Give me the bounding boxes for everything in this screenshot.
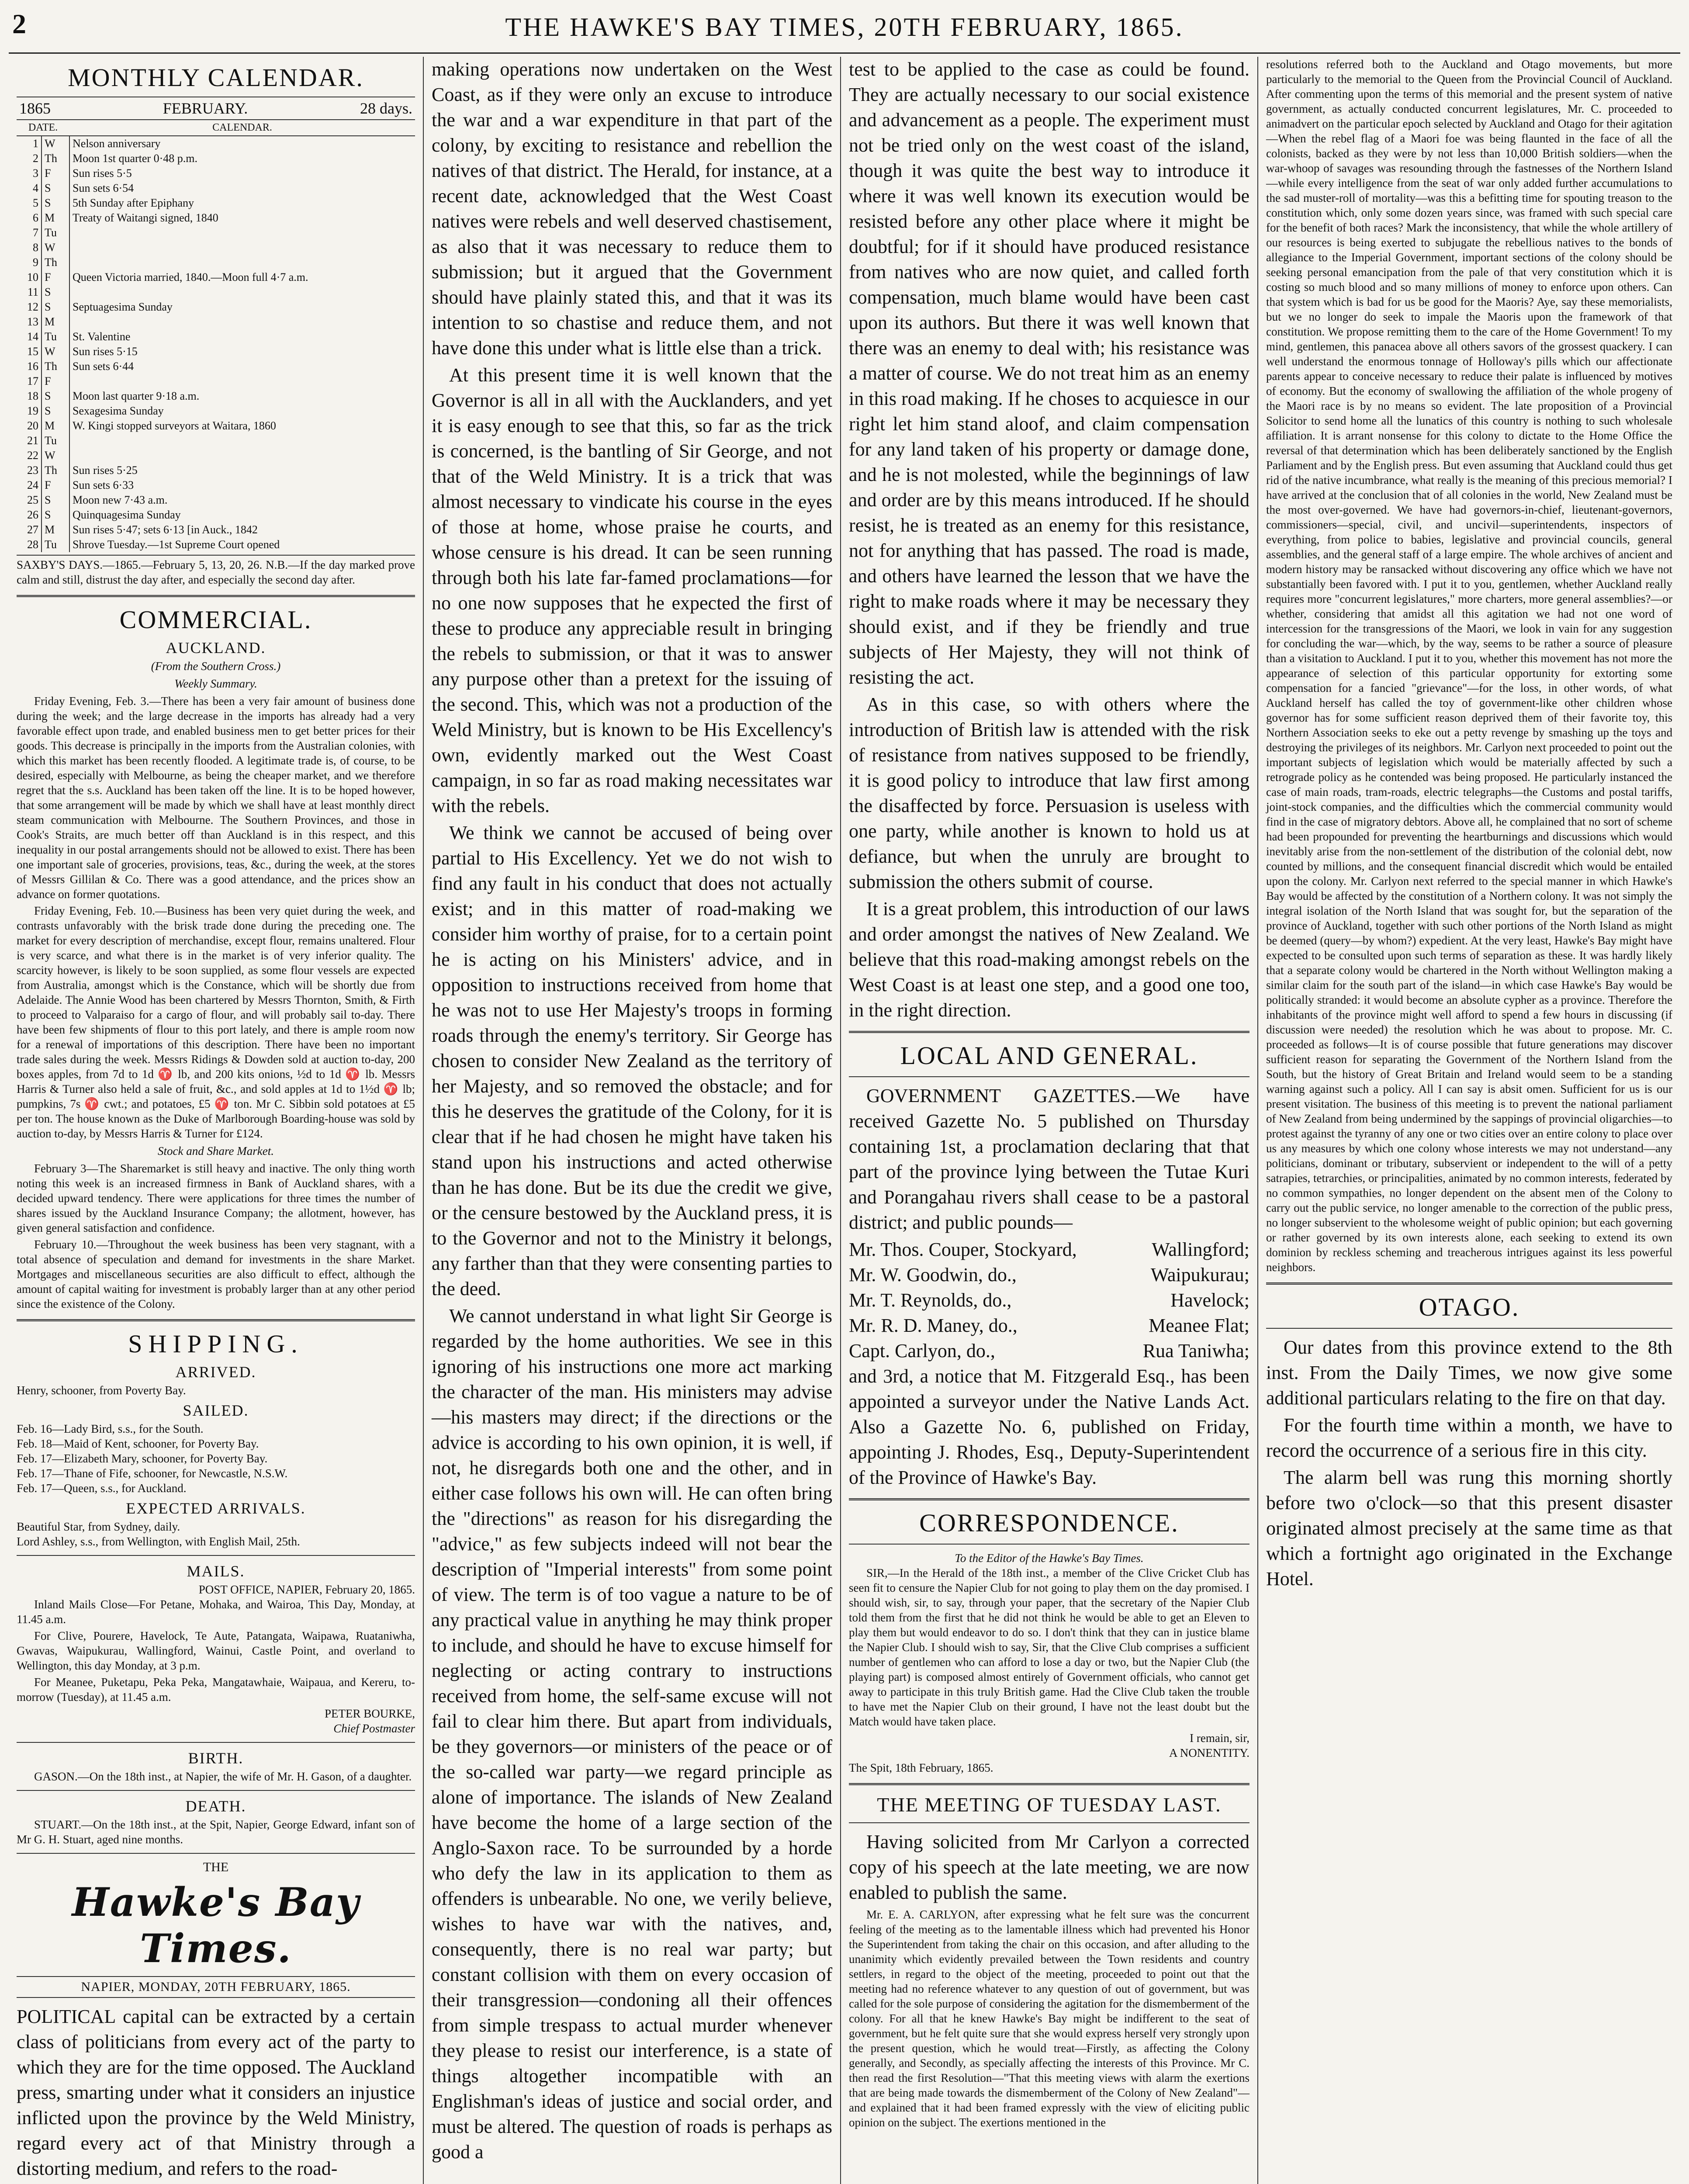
commercial-paragraph: Friday Evening, Feb. 10.—Business has been very quiet during the week, and contrasts unfavorably with the brisk trade done during the preceding one. The market for every description of merchandise, except flour, remains unaltered. Flour is very scarce, and what there is in the market is of very inferior quality. The scarcity however, is likely to be soon supplied, as some flour vessels are expected from Australia, amongst which is the Constance, which will be shortly due from Adelaide. The Annie Wood has been chartered by Messrs Thornton, Smith, & Firth to proceed to Valparaiso for a cargo of flour, and will probably sail to-day. There have been few shipments of flour to this port lately, and there is ample room now for a renewal of importations of this description. There have been no important trade sales during the week. Messrs Ridings & Dowden sold at auction to-day, 200 boxes apples, from 7d to 1d ♈ lb, and 200 kits onions, ½d to 1d ♈ lb. Messrs Harris & Turner also held a sale of fruit, &c., and sold apples at 1d to 1½d ♈ lb; pumpkins, 7s ♈ cwt.; and potatoes, £5 ♈ ton. Mr C. Sibbin sold potatoes at £5 per ton. The house known as the Duke of Marlborough Boarding-house was sold by auction to-day, by Messrs Harris & Turner for £124. [17, 904, 415, 1140]
calendar-weekday: S [42, 300, 69, 314]
correspondence-title: CORRESPONDENCE. [919, 1509, 1179, 1537]
calendar-weekday: M [42, 314, 69, 329]
calendar-row [17, 300, 415, 314]
calendar-weekday: F [42, 270, 69, 285]
calendar-weekday: F [42, 374, 69, 389]
newspaper-header-title: THE HAWKE'S BAY TIMES, 20TH FEBRUARY, 1865. [505, 13, 1184, 41]
calendar-row [17, 508, 415, 522]
calendar-event [69, 448, 415, 463]
calendar-row [17, 285, 415, 300]
calendar-weekday: S [42, 389, 69, 404]
calendar-row [17, 240, 415, 255]
commercial-paragraph: February 3—The Sharemarket is still heavy and inactive. The only thing worth noting this week is an increased firmness in Bank of Auckland shares, with a decided upward tendency. There were applications for three times the number of shares issued by the Auckland Insurance Company; the allotment, however, has given general satisfaction and confidence. [17, 1162, 415, 1234]
sailed-entry: Feb. 16—Lady Bird, s.s., for the South. [17, 1422, 204, 1435]
calendar-row [17, 255, 415, 270]
calendar-event [69, 285, 415, 300]
otago-paragraph: The alarm bell was rung this morning shortly before two o'clock—so that this present disaster originated almost precisely at the same time as that which a fortnight ago originated in the Exchange Hotel. [1266, 1467, 1672, 1590]
calendar-event: Sexagesima Sunday [73, 404, 164, 417]
calendar-row [17, 389, 415, 404]
calendar-event: Sun rises 5·47; sets 6·13 [in Auck., 1842 [73, 523, 258, 536]
calendar-row [17, 537, 415, 552]
calendar-event: Sun sets 6·44 [73, 360, 134, 373]
calendar-day: 19 [17, 404, 42, 418]
correspondence-signature: A NONENTITY. [1169, 1746, 1249, 1759]
calendar-row [17, 359, 415, 374]
calendar-row [17, 196, 415, 211]
calendar-day: 28 [17, 537, 42, 552]
commercial-paragraph: Friday Evening, Feb. 3.—There has been a very fair amount of business done during the week; and the large decrease in the imports has already had a very favorable effect upon trade, and enabled business men to get better prices for their goods. This decrease is principally in the imports from the Australian colonies, with which this market has been recently flooded. A legitimate trade is, of course, to be desired, especially with Melbourne, as being the cheaper market, and we therefore regret that the s.s. Auckland has been taken off the line. It is to be hoped however, that some arrangement will be made by which we shall have at least monthly direct steam communication with Melbourne. The Southern Provinces, and those in Cook's Straits, are much better off than Auckland is in this respect, and this inequality in our postal arrangements should not be allowed to exist. There has been one important sale of groceries, provisions, teas, &c., during the week, at the stores of Messrs Gillilan & Co. There was a good attendance, and the prices show an advance on former quotations. [17, 695, 415, 901]
calendar-event [69, 433, 415, 448]
calendar-weekday: M [42, 418, 69, 433]
pound-location: Wallingford; [1152, 1239, 1249, 1260]
pound-entry [849, 1313, 1249, 1338]
calendar-weekday: W [42, 136, 69, 151]
calendar-day: 9 [17, 255, 42, 270]
column-1 [9, 57, 424, 2184]
calendar-days: 28 days. [360, 100, 412, 117]
calendar-weekday: F [42, 478, 69, 493]
arrived-heading: ARRIVED. [175, 1363, 256, 1381]
editorial-paragraph: We cannot understand in what light Sir George is regarded by the home authorities. We see in this ignoring of his instructions one more act marking the character of the man. His ministers may advise—his masters may direct; if the directions or the advice is according to his own opinion, it is well, if not, he disregards both one and the other, and in either case follows his own will. He can often bring the "directions" as reason for his disregarding the "advice," as few subjects indeed will not bear the description of "Imperial interests" from some point of view. The term is of too vague a nature to be of any practical value in anything he may think proper to include, and should he have to excuse himself for neglecting or acting contrary to instructions received from home, the self-same excuse will not fail to clear him there. But apart from individuals, be they governors—or ministers of the peace or of the so-called war party—we regard principle as alone of importance. The islands of New Zealand have become the home of a large section of the Anglo-Saxon race. To be surrounded by a horde who defy the law in its application to them as offenders is unbearable. No one, we verily believe, wishes to have war with the natives, and, consequently, there is no real war party; but constant collision with them on every occasion of their transgression—condoning all their offences from simple trespass to actual murder whenever they please to resist our interference, is a state of things altogether incompatible with an Englishman's ideas of justice and social order, and must be altered. The question of roads is perhaps as good a [432, 1305, 832, 2163]
calendar-day: 7 [17, 225, 42, 240]
pound-entry [849, 1288, 1249, 1313]
saxby-note: SAXBY'S DAYS.—1865.—February 5, 13, 20, 26. N.B.—If the day marked prove calm and still, distrust the day after, and especially the second day after. [17, 555, 415, 587]
calendar-event: 5th Sunday after Epiphany [73, 197, 194, 209]
pound-entry [849, 1237, 1249, 1262]
editorial-paragraph: test to be applied to the case as could be found. They are actually necessary to our social existence and advancement as a people. The experiment must not be tried only on the west coast of the island, though it was quite the best way to introduce it where it was well known its execution would be resisted before any other place where it might be doubtful; for if it should have produced resistance from natives who are now quiet, and called forth compensation, much blame would have been cast upon its authors. But there it was well known that there was an enemy to deal with; his resistance was a matter of course. We do not treat him as an enemy in this road making. If he choses to acquiesce in our right let him stand aloof, and claim compensation for any land taken of his property or damage done, and he is not molested, while the beginnings of law and order are by this means introduced. If he should resist, he is treated as an enemy for this resistance, not for anything that has passed. The road is made, and others have learned the lesson that we have the right to make roads where it may be necessary they should exist, and if they be friendly and true subjects of Her Majesty, they will not think of resisting the act. [849, 59, 1249, 688]
otago-title: OTAGO. [1419, 1293, 1520, 1321]
calendar-year: 1865 [19, 100, 51, 117]
calendar-event: Sun rises 5·15 [73, 345, 138, 358]
otago-paragraph: Our dates from this province extend to the 8th inst. From the Daily Times, we now give some additional particulars relating to the fire on that day. [1266, 1337, 1672, 1409]
local-general-title: LOCAL AND GENERAL. [900, 1041, 1198, 1070]
calendar-day: 21 [17, 433, 42, 448]
editorial-lead: POLITICAL capital can be extracted by a certain class of politicians from every act of the party to which they are for the time opposed. The Auckland press, smarting under what it considers an injustice inflicted upon the province by the Weld Ministry, regard every act of that Ministry through a distorting medium, and refers to the road- [17, 2006, 415, 2179]
otago-paragraph: For the fourth time within a month, we have to record the occurrence of a serious fire in this city. [1266, 1414, 1672, 1461]
calendar-event: Queen Victoria married, 1840.—Moon full 4·7 a.m. [73, 271, 308, 283]
calendar-event: St. Valentine [73, 330, 131, 343]
calendar-day: 20 [17, 418, 42, 433]
editorial-dateline: NAPIER, MONDAY, 20TH FEBRUARY, 1865. [17, 1976, 415, 1998]
calendar-weekday: S [42, 181, 69, 196]
sailed-entry: Feb. 17—Queen, s.s., for Auckland. [17, 1482, 187, 1495]
calendar-day: 2 [17, 151, 42, 166]
editorial-paragraph: We think we cannot be accused of being over partial to His Excellency. Yet we do not wish to find any fault in his conduct that does not actually exist; and in this matter of road-making we consider him worthy of praise, for to a certain point he is acting on his Ministers' advice, and in opposition to instructions received from home that he was not to use Her Majesty's troops in forming roads through the enemy's territory. Sir George has chosen to consider New Zealand as the territory of her Majesty, and so removed the obstacle; and for this he deserves the gratitude of the Colony, for it is clear that if he had chosen he might have taken his stand upon his instructions and acted otherwise than he has done. But be its due the credit we give, or the censure bestowed by the Auckland press, it is to the Governor and not to the Ministry it belongs, any farther than that they were consenting parties to the deed. [432, 822, 832, 1299]
calendar-month: FEBRUARY. [163, 100, 248, 117]
calendar-weekday: F [42, 166, 69, 181]
calendar-event: Sun rises 5·5 [73, 167, 132, 180]
calendar-day: 24 [17, 478, 42, 493]
calendar-weekday: Th [42, 255, 69, 270]
calendar-day: 15 [17, 344, 42, 359]
calendar-day: 26 [17, 508, 42, 522]
calendar-weekday: Tu [42, 329, 69, 344]
calendar-day: 4 [17, 181, 42, 196]
pound-location: Rua Taniwha; [1142, 1340, 1249, 1362]
commercial-subhead-stock: Stock and Share Market. [158, 1144, 274, 1158]
calendar-weekday: S [42, 508, 69, 522]
pound-location: Havelock; [1170, 1289, 1249, 1311]
calendar-weekday: Th [42, 359, 69, 374]
pound-location: Meanee Flat; [1149, 1315, 1249, 1336]
sailed-heading: SAILED. [183, 1402, 249, 1419]
calendar-day: 1 [17, 136, 42, 151]
pound-location: Waipukurau; [1150, 1264, 1249, 1286]
calendar-col-date: DATE. [17, 120, 69, 136]
sailed-entry: Feb. 17—Elizabeth Mary, schooner, for Poverty Bay. [17, 1452, 268, 1465]
calendar-header [17, 97, 415, 120]
mails-paragraph: Inland Mails Close—For Petane, Mohaka, and Wairoa, This Day, Monday, at 11.45 a.m. [17, 1598, 415, 1626]
editorial-paragraph: making operations now undertaken on the West Coast, as if they were only an excuse to introduce the war and a war expenditure in that part of the colony, by exciting to resistance and rebellion the natives of that district. The Herald, for instance, at a recent date, acknowledged that the West Coast natives were rebels and well deserved chastisement, as also that it was necessary to reduce them to submission; but it argued that the Government should have plainly stated this, and that it was its intention to so chastise and reduce them, and not have done this under what is little else than a trick. [432, 59, 832, 359]
nameplate: Hawke's Bay Times. [72, 1879, 360, 1972]
commercial-subhead-weekly: Weekly Summary. [174, 677, 257, 690]
calendar-event: Moon last quarter 9·18 a.m. [73, 390, 200, 402]
calendar-day: 8 [17, 240, 42, 255]
calendar-event: Sun sets 6·33 [73, 479, 134, 491]
calendar-row [17, 181, 415, 196]
shipping-title: SHIPPING. [128, 1330, 304, 1358]
calendar-event: Treaty of Waitangi signed, 1840 [73, 211, 218, 224]
calendar-weekday: S [42, 196, 69, 211]
death-heading: DEATH. [185, 1797, 246, 1815]
commercial-source: (From the Southern Cross.) [151, 660, 281, 673]
calendar-row [17, 270, 415, 285]
calendar-weekday: Tu [42, 433, 69, 448]
sailed-entry: Feb. 18—Maid of Kent, schooner, for Poverty Bay. [17, 1437, 259, 1450]
calendar-event: Nelson anniversary [73, 137, 161, 150]
calendar-row [17, 211, 415, 225]
calendar-table [17, 120, 415, 552]
calendar-row [17, 225, 415, 240]
calendar-day: 25 [17, 493, 42, 508]
correspondence-closing: I remain, sir, [1190, 1731, 1249, 1745]
pound-keeper: Mr. W. Goodwin, do., [849, 1264, 1017, 1286]
calendar-row [17, 166, 415, 181]
calendar-col-calendar: CALENDAR. [69, 120, 415, 136]
calendar-event: Quinquagesima Sunday [73, 508, 181, 521]
calendar-day: 10 [17, 270, 42, 285]
calendar-day: 17 [17, 374, 42, 389]
nameplate-the: THE [203, 1860, 229, 1874]
calendar-day: 6 [17, 211, 42, 225]
expected-heading: EXPECTED ARRIVALS. [126, 1500, 306, 1517]
calendar-row [17, 493, 415, 508]
calendar-row [17, 329, 415, 344]
expected-entry: Beautiful Star, from Sydney, daily. [17, 1520, 180, 1533]
sailed-entry: Feb. 17—Thane of Fife, schooner, for Newcastle, N.S.W. [17, 1467, 288, 1480]
calendar-row [17, 433, 415, 448]
calendar-day: 13 [17, 314, 42, 329]
calendar-weekday: S [42, 493, 69, 508]
column-4 [1258, 57, 1680, 2184]
calendar-row [17, 404, 415, 418]
post-office-dateline: POST OFFICE, NAPIER, February 20, 1865. [198, 1583, 415, 1596]
commercial-place: AUCKLAND. [166, 639, 266, 657]
column-2 [424, 57, 841, 2184]
commercial-title: COMMERCIAL. [119, 605, 312, 634]
correspondence-letter: SIR,—In the Herald of the 18th inst., a member of the Clive Cricket Club has seen fit to censure the Napier Club for not going to play them on the day promised. I should wish, sir, to say, through your paper, that the secretary of the Napier Club told them from the first that he did not think he would be able to get an Eleven to play them but would endeavor to do so. I don't think that they can in justice blame the Napier Club. I should wish to say, Sir, that the Clive Club comprises a sufficient number of gentlemen who can afford to lose a day or two, but the Napier Club (the playing part) is composed almost entirely of Government officials, who cannot get away to participate in this truly British game. Had the Clive Club taken the trouble to have met the Napier Club on their ground, I have not the least doubt but the Match would have taken place. [849, 1566, 1249, 1728]
calendar-event: Septuagesima Sunday [73, 301, 173, 313]
calendar-event [69, 225, 415, 240]
meeting-report-continued: resolutions referred both to the Auckland and Otago movements, but more particularly to the memorial to the Queen from the Provincial Council of Auckland. After commenting upon the terms of this memorial and the present system of native government, as actually conducted concurrent legislatures, Mr. C. proceeded to animadvert on the particular epoch selected by Auckland and Otago for their agitation—When the rebel flag of a Maori foe was being flaunted in the face of all the colonists, backed as they were by not less than 10,000 British soldiers—when the war-whoop of savages was resounding through the fastnesses of the Northern Island—while every intelligence from the seat of war only added further accumulations to the sad muster-roll of mortality—was this a befitting time for spouting treason to the constitution which, only some dozen years since, was framed with such special care for the benefit of both races? Mark the inconsistency, that while the whole artillery of our resources is being exerted to subjugate the rebellious natives to the bonds of allegiance to the Imperial Government, important sections of the colony should be seeking personal emancipation from the pale of that very constitution which it is costing so much blood and so many millions of money to enforce upon others. Can that system which is bad for us be good for the Maoris? Aye, say these memorialists, but we no longer do seek to impale the Maoris upon the framework of that constitution. We propose remitting them to the care of the Home Government! To my mind, gentlemen, this panacea above all others savors of the grossest quackery. I can well understand the enormous tonnage of Holloway's pills which our affectionate parents appear to conceive necessary to reduce their palate is influenced by motives of economy. But the economy of swallowing the affiliation of the whole progeny of the Maori race is by no means so evident. The late proposition of a Provincial Solicitor to send home all the lunatics of this country is nothing to such wholesale affiliation. It is arrant nonsense for this colony to dictate to the Home Office the reversal of that determination which has been deliberately sanctioned by the English Parliament and by the English press. But even assuming that Auckland could thus get rid of the native incumbrance, what really is the meaning of this precious memorial? I have arrived at the conclusion that of all colonies in the world, New Zealand must be the most over-governed. We have had governors-in-chief, lieutenant-governors, commissioners—special, civil, and uncivil—superintendents, inspectors of everything, from police to babies, legislative and provincial councils, general assemblies, and the general staff of a large empire. The whole archives of ancient and modern history may be ransacked without discovering any office which we have not substantially been favored with. I put it to you, gentlemen, whether Auckland really requires more "concurrent legislatures," more charters, more general assemblies?—or whether, considering that amidst all this agitation we had not one word of intercession for the transgressions of the Maori, we look in vain for any suggestion for concluding the war—which, by the way, seems to be rather a source of pleasure than a visitation to Auckland. I put it to you, whether this movement has not more the appearance of selection of this particular opportunity for extorting some compensation for a fancied "grievance"—for the loss, in other words, of what Auckland herself has called the toy of government-like other children whose governor has for some sufficient reason deprived them of their favorite toy, this Northern Association seeks to eke out a petty revenge by smashing up the toys and destroying the privileges of its neighbors. Mr. Carlyon next proceeded to point out the important subjects of legislation which would be materially affected by such a retrograde policy as he contended was being proposed. He particularly instanced the case of main roads, tram-roads, electric telegraphs—the Customs and postal tariffs, joint-stock companies, and the difficulties which the commercial community would find in the case of migratory debtors. Above all, he complained that no sort of scheme had been propounded for preventing the heartburnings and discussions which would inevitably arise from the non-settlement of the distribution of the colonial debt, now counted by millions, and the consequent financial discredit which would be entailed upon the colony. Mr. Carlyon next referred to the special manner in which Hawke's Bay would be affected by the constitution of a Northern colony. It was not simply the integral isolation of the North Island that was sought for, but the separation of the province of Auckland, together with such other portions of the North Island as might be deemed (query—by whom?) expedient. At the very least, Hawke's Bay might have expected to be consulted upon such terms of separation as these. It was hardly likely that a separate colony would be chartered in the North without Wellington making a similar claim for the south part of the island—in which case Hawke's Bay would be politically stranded: it would become an absolute cypher as a province. Therefore the inhabitants of the province might well afford to spend a few hours in discussing (if discussion were needed) the resolution which he was about to propose. Mr. C. proceeded as follows—It is of course possible that future generations may discover sufficient reason for separating the Government of the Northern Island from the South, but the history of Great Britain and Ireland would seem to be a standing warning against such a policy. All I can say is absit omen. Sufficient for us is our present visitation. The business of this meeting is to prevent the national parliament of New Zealand from being undermined by the sappings of provincial oligarchies—to protest against the tyranny of any one or two cities over an entire colony to place over us any measures by which one colony whose interests we may not understand—any politicians, dominant or tributary, subservient or independent to the will of a petty satrapies, tetrarchies, or principalities, animated by no common interests, federated by no common sympathies, no longer dependent on the absent men of the Colony to carry out the public service, no longer amenable to the correction of the public press, no longer subservient to the wholesome weight of public opinion; but each governing or rather governed by its own interests alone, each seeking to extend its own dominion by reckless scheming and treacherous intrigues against its less powerful neighbors. [1266, 58, 1672, 1274]
calendar-weekday: M [42, 522, 69, 537]
calendar-day: 27 [17, 522, 42, 537]
calendar-row [17, 374, 415, 389]
meeting-title: THE MEETING OF TUESDAY LAST. [877, 1794, 1222, 1816]
calendar-row [17, 314, 415, 329]
local-paragraph: GOVERNMENT GAZETTES.—We have received Gazette No. 5 published on Thursday containing 1st, a proclamation declaring that that part of the province lying between the Tutae Kuri and Porangahau rivers shall cease to be a pastoral district; and public pounds— [849, 1085, 1249, 1233]
masthead [9, 4, 1680, 54]
calendar-event: Moon 1st quarter 0·48 p.m. [73, 152, 197, 165]
calendar-row [17, 478, 415, 493]
pound-keeper: Capt. Carlyon, do., [849, 1340, 995, 1362]
editorial-paragraph: It is a great problem, this introduction of our laws and order amongst the natives of New Zealand. We believe that this road-making amongst rebels on the West Coast is at least one step, and a good one too, in the right direction. [849, 898, 1249, 1021]
postmaster-name: PETER BOURKE, [324, 1707, 415, 1720]
calendar-row [17, 463, 415, 478]
calendar-day: 12 [17, 300, 42, 314]
calendar-event: Sun sets 6·54 [73, 182, 134, 194]
mails-heading: MAILS. [187, 1562, 245, 1580]
calendar-day: 14 [17, 329, 42, 344]
pound-keeper: Mr. Thos. Couper, Stockyard, [849, 1239, 1077, 1260]
editorial-paragraph: As in this case, so with others where the introduction of British law is attended with the risk of resistance from natives supposed to be friendly, it is good policy to introduce that law first among the disaffected by force. Persuasion is useless with one party, while another is known to hold us at defiance, but when the unruly are brought to submission the others submit of course. [849, 694, 1249, 892]
mails-paragraph: For Clive, Pourere, Havelock, Te Aute, Patangata, Waipawa, Ruataniwha, Gwavas, Waipukurau, Wallingford, Wainui, Castle Point, and overland to Wellington, this day Monday, at 3 p.m. [17, 1629, 415, 1672]
calendar-event: Sun rises 5·25 [73, 464, 138, 477]
calendar-weekday: M [42, 211, 69, 225]
mails-paragraph: For Meanee, Puketapu, Peka Peka, Mangatawhaie, Waipaua, and Kereru, to-morrow (Tuesday), at 11.45 a.m. [17, 1676, 415, 1704]
calendar-weekday: S [42, 404, 69, 418]
correspondence-to: To the Editor of the Hawke's Bay Times. [955, 1552, 1144, 1565]
calendar-weekday: W [42, 344, 69, 359]
column-3 [841, 57, 1258, 2184]
calendar-event: W. Kingi stopped surveyors at Waitara, 1860 [73, 419, 276, 432]
editorial-paragraph: At this present time it is well known that the Governor is all in all with the Aucklanders, and yet it is easy enough to see that this, so far as the trick is concerned, is the bantling of Sir George, and not that of the Weld Ministry. It is a trick that was almost necessary to vindicate his course in the eyes of those at home, whose praise he courts, and whose censure is his dread. It can be seen running through both his late far-famed proclamations—for no one now supposes that he expected the first of these to produce any appreciable result in bringing the rebels to submission, or that it was to answer any purpose other than a pretext for the issuing of the second. This, which was not a production of the Weld Ministry, but is known to be His Excellency's own, evidently marked out the West Coast campaign, in so far as road making necessitates war with the rebels. [432, 364, 832, 816]
calendar-event: Shrove Tuesday.—1st Supreme Court opened [73, 538, 280, 551]
calendar-event [69, 255, 415, 270]
calendar-event [69, 374, 415, 389]
postmaster-title: Chief Postmaster [333, 1722, 415, 1735]
calendar-day: 16 [17, 359, 42, 374]
local-paragraph: and 3rd, a notice that M. Fitzgerald Esq., has been appointed a surveyor under the Native Lands Act. Also a Gazette No. 6, published on Friday, appointing J. Rhodes, Esq., Deputy-Superintendent of the Province of Hawke's Bay. [849, 1365, 1249, 1488]
pound-entry [849, 1338, 1249, 1364]
pound-keeper: Mr. T. Reynolds, do., [849, 1289, 1012, 1311]
calendar-weekday: Tu [42, 225, 69, 240]
death-notice: STUART.—On the 18th inst., at the Spit, Napier, George Edward, infant son of Mr G. H. Stuart, aged nine months. [17, 1818, 415, 1846]
expected-entry: Lord Ashley, s.s., from Wellington, with English Mail, 25th. [17, 1535, 300, 1548]
pound-entry [849, 1262, 1249, 1288]
meeting-report: Mr. E. A. CARLYON, after expressing what he felt sure was the concurrent feeling of the meeting as to the lamentable illness which had prevented his Honor the Superintendent from taking the chair on this occasion, and after alluding to the unanimity which evidently prevailed between the Town residents and country settlers, in regard to the object of the meeting, proceeded to point out that the meeting had no reference whatever to any question of out of government, but was called for the sole purpose of considering the agitation for the dismemberment of the colony. For all that he knew Hawke's Bay might be indifferent to the seat of government, but he felt quite sure that she would express herself very strongly upon the present question, which he would treat—Firstly, as affecting the Colony generally, and Secondly, as specially affecting the interests of this Province. Mr C. then read the first Resolution—"That this meeting views with alarm the exertions that are being made towards the dismemberment of the Colony of New Zealand"—and explained that it had been framed expressly with the view of eliciting public opinion on the subject. The exertions mentioned in the [849, 1908, 1249, 2129]
meeting-intro: Having solicited from Mr Carlyon a corrected copy of his speech at the late meeting, we are now enabled to publish the same. [849, 1831, 1249, 1903]
calendar-row [17, 448, 415, 463]
calendar-day: 23 [17, 463, 42, 478]
calendar-weekday: Tu [42, 537, 69, 552]
birth-heading: BIRTH. [188, 1749, 244, 1767]
calendar-row [17, 344, 415, 359]
calendar-weekday: S [42, 285, 69, 300]
correspondence-place: The Spit, 18th February, 1865. [849, 1761, 993, 1774]
calendar-row [17, 136, 415, 151]
calendar-day: 18 [17, 389, 42, 404]
calendar-event: Moon new 7·43 a.m. [73, 494, 168, 506]
calendar-day: 22 [17, 448, 42, 463]
calendar-event [69, 240, 415, 255]
birth-notice: GASON.—On the 18th inst., at Napier, the wife of Mr. H. Gason, of a daughter. [34, 1770, 412, 1783]
commercial-paragraph: February 10.—Throughout the week business has been very stagnant, with a total absence of speculation and demand for investments in the share Market. Mortgages and miscellaneous securities are also difficult to effect, although the amount of capital waiting for investment is probably larger than at any other period since the existence of the Colony. [17, 1238, 415, 1310]
calendar-weekday: Th [42, 463, 69, 478]
calendar-weekday: Th [42, 151, 69, 166]
page-number: 2 [12, 8, 26, 39]
calendar-event [69, 314, 415, 329]
calendar-row [17, 418, 415, 433]
calendar-day: 3 [17, 166, 42, 181]
calendar-weekday: W [42, 240, 69, 255]
calendar-day: 5 [17, 196, 42, 211]
calendar-row [17, 151, 415, 166]
calendar-weekday: W [42, 448, 69, 463]
calendar-day: 11 [17, 285, 42, 300]
pound-keeper: Mr. R. D. Maney, do., [849, 1315, 1018, 1336]
arrived-entry: Henry, schooner, from Poverty Bay. [17, 1384, 186, 1397]
calendar-title: MONTHLY CALENDAR. [68, 63, 364, 92]
calendar-row [17, 522, 415, 537]
